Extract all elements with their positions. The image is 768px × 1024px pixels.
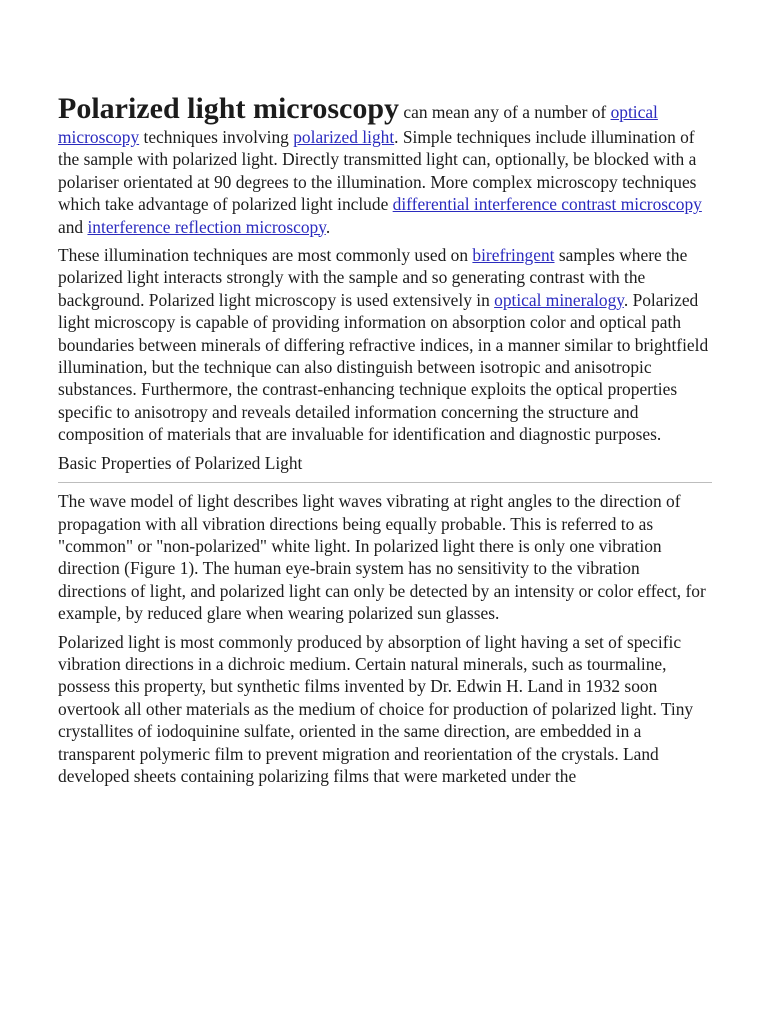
para2-text-3: . Polarized light microscopy is capable of providing information on absorption color and optical path boundaries between minerals of differing refractive indices, in a manner similar to brightfield illumination, but the technique can also distinguish between isotropic and anisotropic substances. Furthermore, the contrast-enhancing technique exploits the optical properties specific to anisotropy and reveals detailed information concerning the structure and composition of materials that are invaluable for identification and diagnostic purposes.	[58, 289, 709, 445]
link-interference-reflection-microscopy[interactable]: interference reflection microscopy	[87, 216, 326, 237]
intro-text-3: . Simple techniques include illumination of the sample with polarized light. Directly transmitted light can, optionally, be blocked with a polariser orientated at 90 degrees to the illumination. More complex microscopy techniques which take advantage of polarized light include	[58, 127, 697, 215]
link-optical-mineralogy[interactable]: optical mineralogy	[494, 289, 624, 310]
link-optical-microscopy[interactable]: optical microscopy	[58, 102, 658, 147]
link-birefringent[interactable]: birefringent	[472, 245, 555, 266]
article	[58, 92, 712, 793]
section-heading: Basic Properties of Polarized Light	[58, 452, 712, 483]
wave-model-paragraph: The wave model of light describes light waves vibrating at right angles to the direction of propagation with all vibration directions being equally probable. This is referred to as "common" or "non-polarized" white light. In polarized light there is only one vibration direction (Figure 1). The human eye-brain system has no sensitivity to the vibration directions of light, and polarized light can only be detected by an intensity or color effect, for example, by reduced glare when wearing polarized sun glasses.	[58, 491, 706, 624]
para2-text-2: samples where the polarized light interacts strongly with the sample and so generating contrast with the background. Polarized light microscopy is used extensively in	[58, 245, 688, 310]
link-differential-interference-contrast-microscopy[interactable]: differential interference contrast microscopy	[392, 194, 702, 215]
link-polarized-light[interactable]: polarized light	[293, 127, 395, 147]
intro-paragraph	[58, 92, 712, 238]
intro-text-5: .	[325, 216, 331, 237]
intro-text-4: and	[58, 216, 88, 237]
intro-text-1: can mean any of a number of	[399, 102, 611, 122]
page-title: Polarized light microscopy	[58, 92, 400, 125]
para2-text-1: These illumination techniques are most commonly used on	[58, 245, 473, 266]
illumination-paragraph	[58, 244, 712, 446]
intro-text-2: techniques involving	[139, 127, 294, 147]
polarized-production-paragraph: Polarized light is most commonly produced by absorption of light having a set of specific vibration directions in a dichroic medium. Certain natural minerals, such as tourmaline, possess this property, but synthetic films invented by Dr. Edwin H. Land in 1932 soon overtook all other materials as the medium of choice for production of polarized light. Tiny crystallites of iodoquinine sulfate, oriented in the same direction, are embedded in a transparent polymeric film to prevent migration and reorientation of the crystals. Land developed sheets containing polarizing films that were marketed under the	[58, 631, 694, 786]
